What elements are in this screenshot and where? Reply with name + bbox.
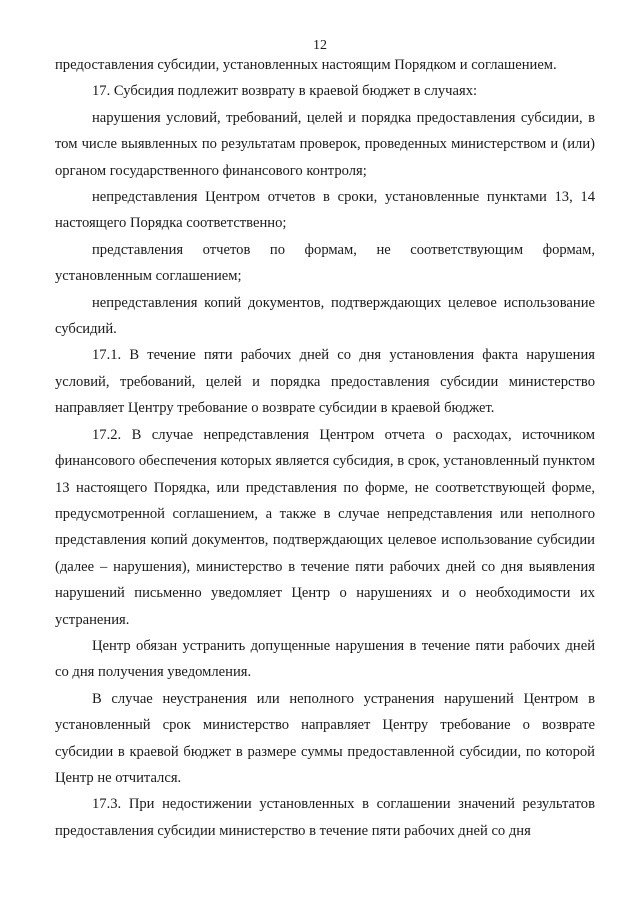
paragraph-clause-17-3: 17.3. При недостижении установленных в соглашении значений результатов предоставления субсидии министерство в течение пяти рабочих дней со дня [55,796,595,839]
paragraph-continuation: предоставления субсидии, установленных настоящим Порядком и соглашением. [55,57,557,73]
paragraph-obligation: Центр обязан устранить допущенные нарушения в течение пяти рабочих дней со дня получения уведомления. [55,637,595,681]
document-body [55,52,595,844]
page-number: 12 [313,38,327,53]
paragraph-non-remedy: В случае неустранения или неполного устранения нарушений Центром в установленный срок министерство направляет Центру требование о возврате субсидии в краевой бюджет в размере суммы предоставленной субсидии, по которой Центр не отчитался. [55,690,595,786]
paragraph-case-wrong-forms: представления отчетов по формам, не соответствующим формам, установленным соглашением; [55,241,595,285]
paragraph-case-no-copies: непредставления копий документов, подтверждающих целевое использование субсидий. [55,294,595,338]
paragraph-case-no-reports: непредставления Центром отчетов в сроки, установленные пунктами 13, 14 настоящего Порядка соответственно; [55,189,595,232]
paragraph-clause-17-2: 17.2. В случае непредставления Центром отчета о расходах, источником финансового обеспечения которых является субсидия, в срок, установленный пунктом 13 настоящего Порядка, или представления по форме, не соответствующей форме, предусмотренной соглашением, а также в случае непредставления или неполного представления копий документов, подтверждающих целевое использование субсидии (далее – нарушения), министерство в течение пяти рабочих дней со дня выявления нарушений письменно уведомляет Центр о нарушениях и о необходимости их устранения. [55,426,595,628]
paragraph-clause-17-1: 17.1. В течение пяти рабочих дней со дня установления факта нарушения условий, требований, целей и порядка предоставления субсидии министерство направляет Центру требование о возврате субсидии в краевой бюджет. [55,347,595,417]
paragraph-clause-17: 17. Субсидия подлежит возврату в краевой бюджет в случаях: [92,83,478,100]
paragraph-case-violation: нарушения условий, требований, целей и порядка предоставления субсидии, в том числе выявленных по результатам проверок, проведенных министерством и (или) органом государственного финансового контроля; [55,109,595,179]
